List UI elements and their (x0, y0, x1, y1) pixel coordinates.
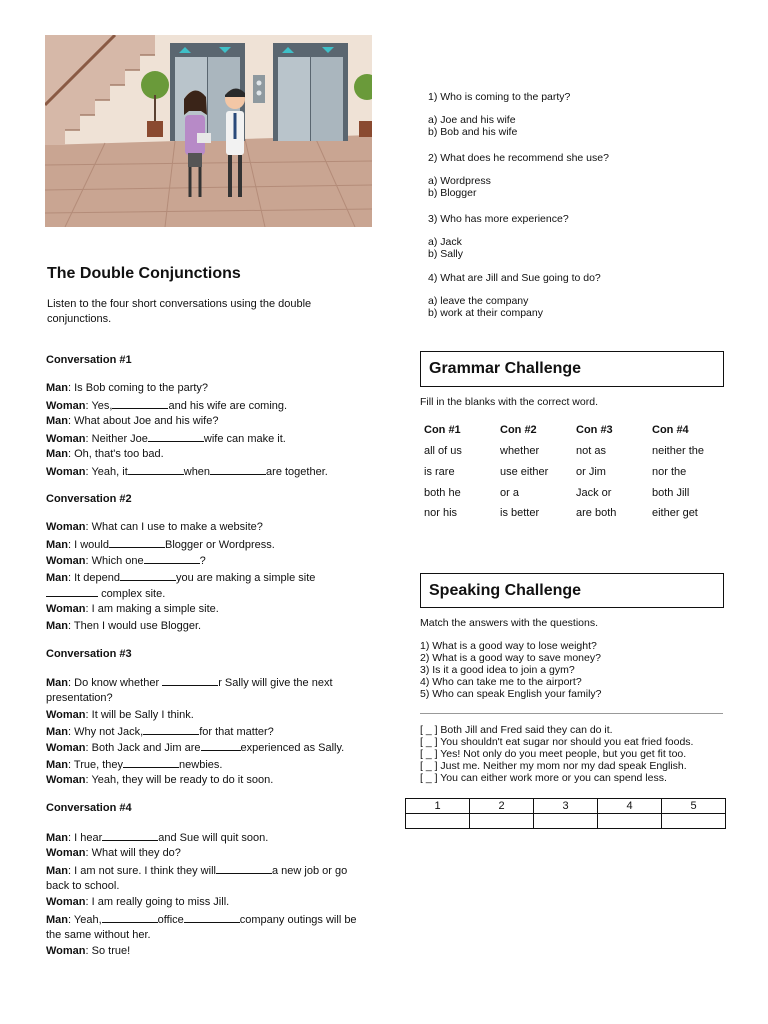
divider (420, 713, 723, 714)
grammar-column-head: Con #4 (652, 424, 689, 436)
office-illustration (45, 35, 372, 227)
fill-blank[interactable] (162, 675, 218, 686)
question-1-option-b: b) Bob and his wife (428, 126, 518, 138)
conv1-line-3: Man: What about Joe and his wife? (46, 415, 219, 427)
speaking-answer[interactable]: [ _ ] You can either work more or you can spend less. (420, 772, 667, 784)
speaking-instruction: Match the answers with the questions. (420, 617, 599, 629)
answer-header-cell: 3 (534, 799, 598, 814)
question-3-option-b: b) Sally (428, 248, 464, 260)
grammar-column-head: Con #2 (500, 424, 537, 436)
question-4: 4) What are Jill and Sue going to do? (428, 272, 601, 284)
grammar-word: either get (652, 507, 698, 519)
conv2-line-5: complex site. (46, 586, 165, 602)
fill-blank[interactable] (201, 740, 241, 751)
conversation-3-heading: Conversation #3 (46, 648, 132, 660)
fill-blank[interactable] (123, 757, 179, 768)
fill-blank[interactable] (109, 537, 165, 548)
intro-line-2: conjunctions. (47, 313, 112, 325)
speaking-question: 4) Who can take me to the airport? (420, 676, 582, 688)
conv2-line-7: Man: Then I would use Blogger. (46, 620, 202, 632)
grammar-word: are both (576, 507, 617, 519)
conv4-line-7: the same without her. (46, 929, 151, 941)
conversation-1-heading: Conversation #1 (46, 354, 132, 366)
grammar-word: both he (424, 487, 461, 499)
conv1-line-4: Woman: Neither Joe wife can make it. (46, 433, 286, 445)
grammar-word: nor his (424, 507, 458, 519)
conversation-2-heading: Conversation #2 (46, 493, 132, 505)
speaking-challenge-title: Speaking Challenge (429, 582, 582, 599)
conv1-line-5: Man: Oh, that's too bad. (46, 448, 164, 460)
conversation-4-heading: Conversation #4 (46, 802, 132, 814)
conv2-line-2: Man: I would Blogger or Wordpress. (46, 539, 275, 551)
grammar-column-head: Con #3 (576, 424, 613, 436)
question-4-option-a: a) leave the company (428, 295, 529, 307)
conv2-line-3: Woman: Which one ? (46, 555, 206, 567)
conv2-line-1: Woman: What can I use to make a website? (46, 521, 263, 533)
grammar-word: nor the (652, 466, 687, 478)
conv4-line-8: Woman: So true! (46, 945, 131, 957)
conv2-line-6: Woman: I am making a simple site. (46, 603, 219, 615)
question-4-option-b: b) work at their company (428, 307, 543, 319)
fill-blank[interactable] (216, 863, 272, 874)
speaking-question: 5) Who can speak English your family? (420, 688, 602, 700)
speaking-question: 3) Is it a good idea to join a gym? (420, 664, 575, 676)
conv4-line-6: Man: Yeah, office company outings will be (46, 914, 357, 926)
grammar-word: use either (500, 466, 549, 478)
grammar-column-2 (500, 423, 576, 521)
fill-blank[interactable] (120, 570, 176, 581)
grammar-word: both Jill (652, 487, 690, 499)
speaking-question: 2) What is a good way to save money? (420, 652, 601, 664)
grammar-column-1 (424, 423, 500, 521)
question-2-option-b: b) Blogger (428, 187, 477, 199)
question-1: 1) Who is coming to the party? (428, 91, 571, 103)
speaking-challenge-box (420, 573, 724, 608)
conv4-line-2: Woman: What will they do? (46, 847, 181, 859)
conv1-line-6: Woman: Yeah, it when are together. (46, 466, 328, 478)
intro-line-1: Listen to the four short conversations using the double (47, 298, 312, 310)
grammar-column-3 (576, 423, 652, 521)
conv3-line-4: Man: Why not Jack, for that matter? (46, 726, 274, 738)
grammar-challenge-title: Grammar Challenge (429, 360, 582, 377)
question-2: 2) What does he recommend she use? (428, 152, 609, 164)
conv3-line-3: Woman: It will be Sally I think. (46, 709, 194, 721)
question-3-option-a: a) Jack (428, 236, 462, 248)
answer-cell[interactable] (406, 814, 470, 829)
speaking-answer[interactable]: [ _ ] Yes! Not only do you meet people, but you get fit too. (420, 748, 687, 760)
conv4-line-5: Woman: I am really going to miss Jill. (46, 896, 230, 908)
page-title: The Double Conjunctions (47, 265, 241, 282)
grammar-word: is better (500, 507, 540, 519)
grammar-word: or Jim (576, 466, 606, 478)
question-1-option-a: a) Joe and his wife (428, 114, 516, 126)
conv3-line-2: presentation? (46, 692, 113, 704)
conv3-line-1: Man: Do know whether r Sally will give the next (46, 677, 333, 689)
answer-table (405, 798, 726, 829)
grammar-word: not as (576, 445, 606, 457)
conv4-line-3: Man: I am not sure. I think they will a new job or go (46, 865, 348, 877)
answer-table-row (406, 814, 726, 829)
grammar-word: neither the (652, 445, 704, 457)
grammar-column-4 (652, 423, 732, 521)
question-2-option-a: a) Wordpress (428, 175, 491, 187)
office-scene-image (45, 35, 372, 227)
answer-header-cell: 5 (662, 799, 726, 814)
speaking-answer[interactable]: [ _ ] Both Jill and Fred said they can do it. (420, 724, 613, 736)
conv1-line-2: Woman: Yes, and his wife are coming. (46, 400, 288, 412)
intro-text (47, 297, 347, 327)
fill-blank[interactable] (148, 431, 204, 442)
answer-cell[interactable] (662, 814, 726, 829)
question-3: 3) Who has more experience? (428, 213, 569, 225)
fill-blank[interactable] (144, 553, 200, 564)
fill-blank[interactable] (102, 912, 158, 923)
conv1-line-1: Man: Is Bob coming to the party? (46, 382, 209, 394)
fill-blank[interactable] (210, 464, 266, 475)
conv2-line-4: Man: It depend you are making a simple site (46, 572, 316, 584)
grammar-word: all of us (424, 445, 462, 457)
grammar-word: Jack or (576, 487, 612, 499)
grammar-column-head: Con #1 (424, 424, 461, 436)
speaking-questions (420, 640, 602, 700)
speaking-question: 1) What is a good way to lose weight? (420, 640, 597, 652)
grammar-word: or a (500, 487, 519, 499)
fill-blank[interactable] (143, 724, 199, 735)
answer-table-header (406, 799, 726, 814)
grammar-word: is rare (424, 466, 455, 478)
answer-header-cell: 1 (406, 799, 470, 814)
answer-header-cell: 4 (598, 799, 662, 814)
fill-blank[interactable] (102, 830, 158, 841)
conv3-line-6: Man: True, they newbies. (46, 759, 223, 771)
question-list (428, 91, 748, 319)
grammar-word: whether (500, 445, 540, 457)
answer-cell[interactable] (470, 814, 534, 829)
conv4-line-4: back to school. (46, 880, 120, 892)
answer-cell[interactable] (598, 814, 662, 829)
conv3-line-7: Woman: Yeah, they will be ready to do it soon. (46, 774, 274, 786)
speaking-answer[interactable]: [ _ ] Just me. Neither my mom nor my dad speak English. (420, 760, 687, 772)
answer-header-cell: 2 (470, 799, 534, 814)
speaking-answer[interactable]: [ _ ] You shouldn't eat sugar nor should you eat fried foods. (420, 736, 694, 748)
speaking-answers (420, 724, 693, 784)
grammar-instruction: Fill in the blanks with the correct word. (420, 396, 598, 408)
conv4-line-1: Man: I hear and Sue will quit soon. (46, 832, 269, 844)
fill-blank[interactable] (46, 586, 98, 597)
grammar-challenge-box (420, 351, 724, 387)
fill-blank[interactable] (112, 398, 168, 409)
answer-cell[interactable] (534, 814, 598, 829)
conv3-line-5: Woman: Both Jack and Jim are experienced as Sally. (46, 742, 345, 754)
fill-blank[interactable] (184, 912, 240, 923)
fill-blank[interactable] (128, 464, 184, 475)
